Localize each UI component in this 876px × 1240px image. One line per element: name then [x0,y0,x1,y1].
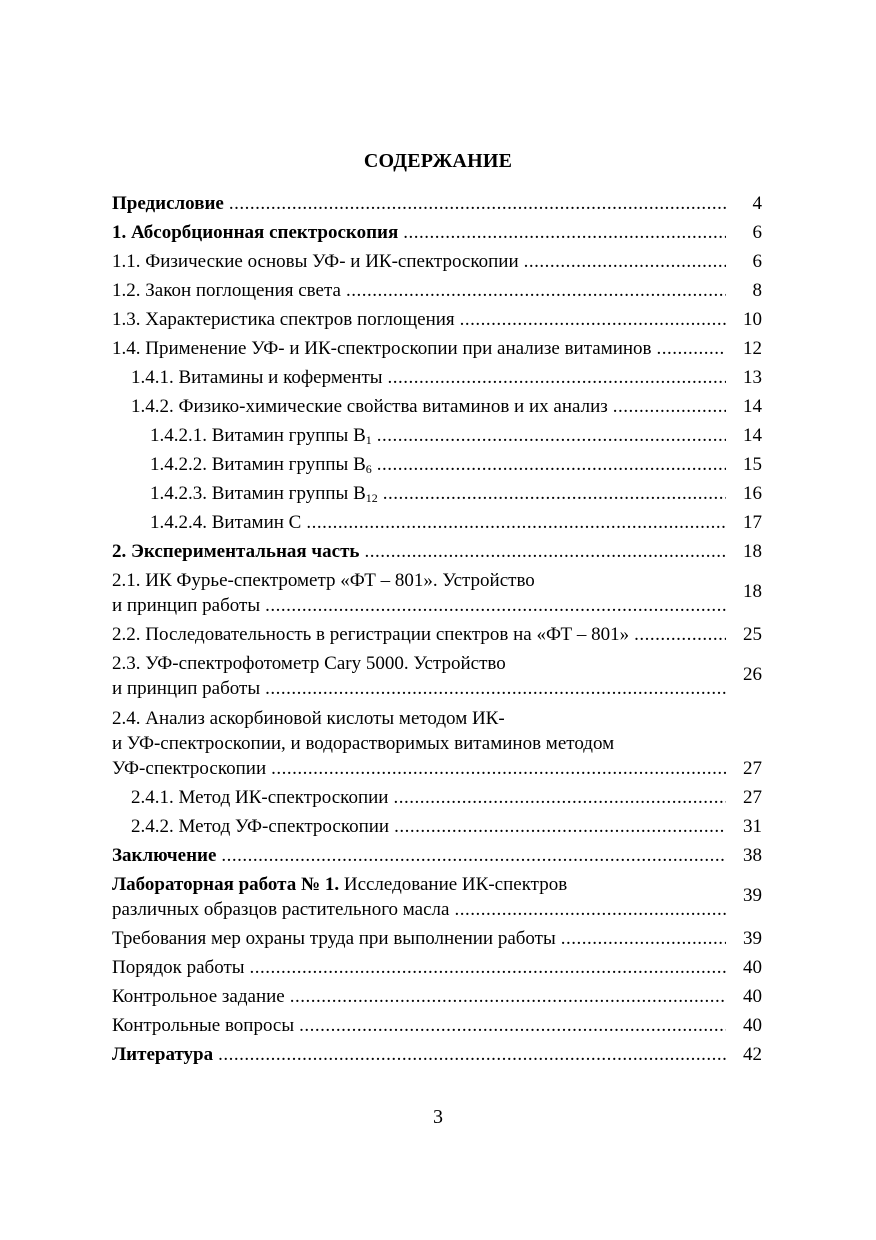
toc-entry-label: Литература [112,1044,214,1065]
toc-page-number: 4 [752,193,762,214]
subscript: 12 [365,491,378,505]
toc-page-number: 40 [743,986,762,1007]
dot-leader [306,510,726,535]
dot-leader [364,539,726,564]
toc-page-number: 31 [743,816,762,837]
toc-page-number: 14 [743,425,762,446]
toc-entry-control-questions[interactable] [112,1009,762,1038]
toc-entry-section-1-4-2[interactable] [112,390,762,419]
toc-entry-label: 1.4.1. Витамины и коферменты [131,367,383,388]
toc-page-number: 8 [752,280,762,301]
page-title: СОДЕРЖАНИЕ [363,150,513,172]
toc-entry-label-line-2: и принцип работы [112,595,261,616]
toc-entry-section-2[interactable] [112,535,762,564]
toc-page-number: 39 [743,928,762,949]
toc-entry-label: 1.4.2.3. Витамин группы $B_{12}$ [150,483,378,505]
table-of-contents [112,187,762,1067]
toc-entry-section-2-4-2[interactable] [112,810,762,839]
toc-entry-label-line-1: 2.3. УФ-спектрофотометр Cary 5000. Устройство [112,653,506,674]
dot-leader [393,785,726,810]
toc-entry-section-1-4-2-1[interactable] [112,419,762,448]
toc-page-number: 6 [752,222,762,243]
toc-page-number: 17 [743,512,762,533]
toc-page-number: 27 [743,787,762,808]
toc-page-number: 18 [743,580,762,602]
toc-entry-section-2-4-1[interactable] [112,781,762,810]
toc-entry-label: Контрольные вопросы [112,1015,295,1036]
toc-entry-lab-work-1[interactable] [112,868,762,922]
toc-page-number: 39 [743,884,762,906]
toc-entry-label: 1.4. Применение УФ- и ИК-спектроскопии при анализе витаминов [112,338,652,359]
dot-leader [377,452,726,477]
dot-leader [460,307,726,332]
toc-entry-work-procedure[interactable] [112,951,762,980]
toc-entry-label: 2. Экспериментальная часть [112,541,360,562]
page-number: 3 [433,1106,443,1128]
toc-entry-section-1-1[interactable] [112,245,762,274]
toc-entry-section-2-4[interactable] [112,701,762,781]
dot-leader [454,897,726,922]
toc-entry-section-1-3[interactable] [112,303,762,332]
toc-page-number: 10 [743,309,762,330]
toc-entry-label-line-2: и принцип работы [112,678,261,699]
toc-page-number: 26 [743,663,762,685]
toc-entry-label: 1.1. Физические основы УФ- и ИК-спектроскопии [112,251,519,272]
toc-entry-label: Требования мер охраны труда при выполнении работы [112,928,556,949]
toc-entry-label-line-1: 2.1. ИК Фурье-спектрометр «ФТ – 801». Устройство [112,570,535,591]
toc-entry-section-1-4-2-4[interactable] [112,506,762,535]
dot-leader [634,622,726,647]
toc-entry-section-1-4-2-2[interactable] [112,448,762,477]
dot-leader [346,278,726,303]
toc-page-number: 42 [743,1044,762,1065]
toc-entry-preface[interactable] [112,187,762,216]
toc-entry-section-2-1[interactable] [112,564,762,618]
toc-page-number: 40 [743,957,762,978]
toc-page-number: 15 [743,454,762,475]
toc-entry-label-line-1: 2.4. Анализ аскорбиновой кислоты методом ИК- [112,708,505,729]
toc-entry-conclusion[interactable] [112,839,762,868]
dot-leader [561,926,726,951]
toc-entry-section-1-4-1[interactable] [112,361,762,390]
dot-leader [394,814,726,839]
toc-entry-label-line-3: УФ-спектроскопии [112,758,267,779]
dot-leader [524,249,726,274]
toc-page-number: 27 [743,758,762,779]
toc-entry-label: 1.4.2.1. Витамин группы $B_1$ [150,425,372,447]
toc-entry-label: 1. Абсорбционная спектроскопия [112,222,399,243]
toc-entry-label-line-2: и УФ-спектроскопии, и водорастворимых витаминов методом [112,733,615,754]
toc-entry-section-1-4-2-3[interactable] [112,477,762,506]
dot-leader [383,481,726,506]
toc-page-number: 13 [743,367,762,388]
dot-leader [250,955,726,980]
toc-entry-label: 2.4.2. Метод УФ-спектроскопии [131,816,390,837]
toc-entry-label: 2.2. Последовательность в регистрации спектров на «ФТ – 801» [112,624,630,645]
toc-entry-label: 1.4.2.4. Витамин С [150,512,302,533]
dot-leader [265,676,726,701]
toc-entry-label: 1.2. Закон поглощения света [112,280,341,301]
subscript: 6 [365,462,372,476]
toc-entry-label: 1.4.2.2. Витамин группы $B_6$ [150,454,372,476]
toc-page-number: 25 [743,624,762,645]
toc-entry-section-1[interactable] [112,216,762,245]
toc-page-number: 18 [743,541,762,562]
toc-entry-label: 2.4.1. Метод ИК-спектроскопии [131,787,389,808]
dot-leader [377,423,726,448]
toc-entry-control-task[interactable] [112,980,762,1009]
dot-leader [218,1042,726,1067]
dot-leader [265,593,726,618]
dot-leader [229,191,726,216]
toc-page-number: 16 [743,483,762,504]
toc-entry-label: Предисловие [112,193,224,214]
dot-leader [613,394,726,419]
dot-leader [290,984,726,1009]
toc-entry-section-1-2[interactable] [112,274,762,303]
toc-entry-label: Порядок работы [112,957,245,978]
toc-entry-label: 1.4.2. Физико-химические свойства витаминов и их анализ [131,396,608,417]
toc-entry-label: Контрольное задание [112,986,285,1007]
toc-entry-label: 1.3. Характеристика спектров поглощения [112,309,455,330]
dot-leader [403,220,726,245]
toc-entry-label: Заключение [112,845,217,866]
toc-entry-section-2-3[interactable] [112,647,762,701]
toc-page-number: 14 [743,396,762,417]
toc-entry-section-1-4[interactable] [112,332,762,361]
toc-entry-section-2-2[interactable] [112,618,762,647]
toc-page-number: 6 [752,251,762,272]
subscript: 1 [365,433,372,447]
toc-page-number: 12 [743,338,762,359]
toc-entry-label-line-1: Лабораторная работа № 1. Исследование ИК-спектров [112,874,568,895]
toc-entry-safety-requirements[interactable] [112,922,762,951]
toc-page-number: 40 [743,1015,762,1036]
dot-leader [299,1013,726,1038]
dot-leader [271,756,726,781]
toc-entry-label-line-2: различных образцов растительного масла [112,899,450,920]
dot-leader [221,843,726,868]
dot-leader [388,365,726,390]
toc-page-number: 38 [743,845,762,866]
dot-leader [657,336,726,361]
toc-entry-literature[interactable] [112,1038,762,1067]
